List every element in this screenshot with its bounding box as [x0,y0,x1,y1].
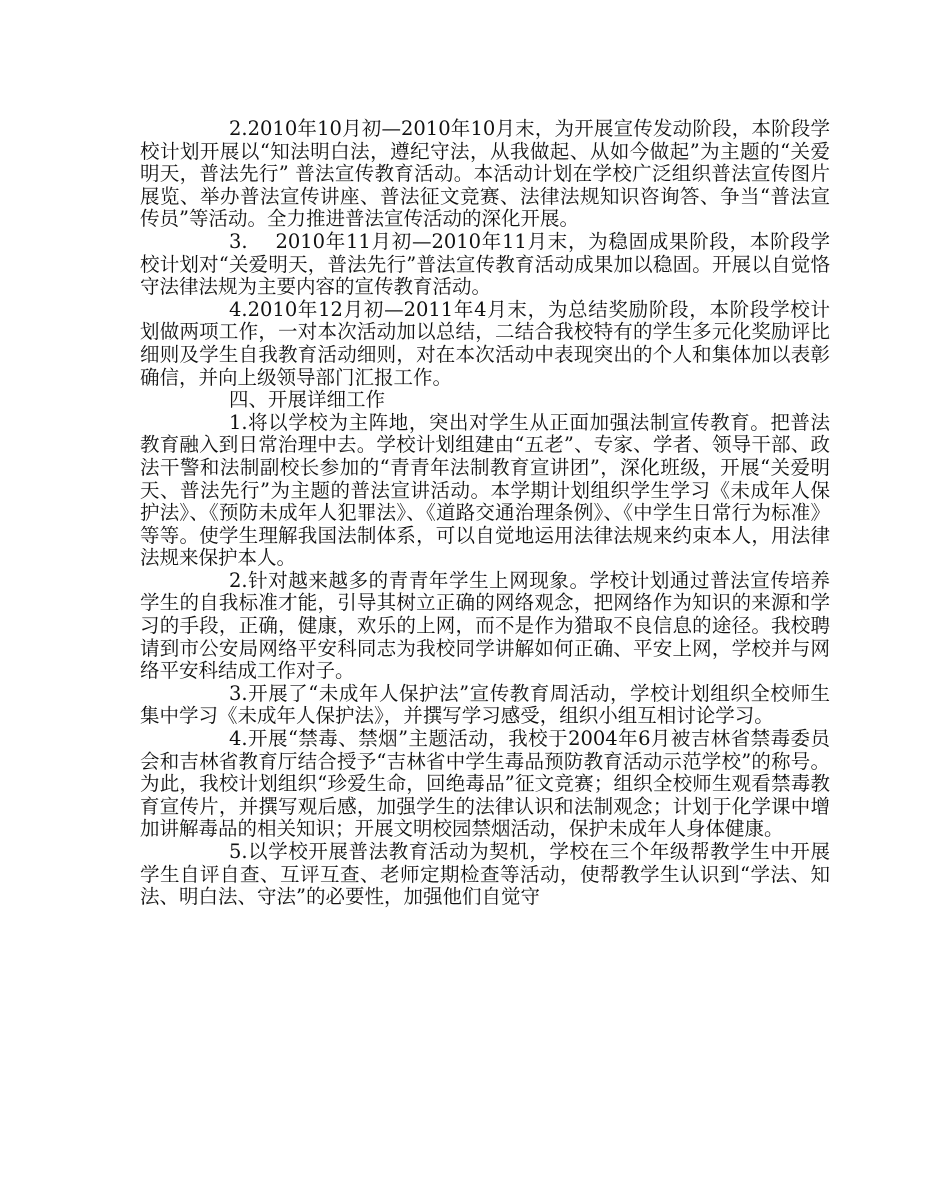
paragraph-work-2: 2.针对越来越多的青青年学生上网现象。学校计划通过普法宣传培养学生的自我标准才能，引导其树立正确的网络观念，把网络作为知识的来源和学习的手段，正确，健康，欢乐的上网，而不是作为猎取不良信息的途径。我校聘请到市公安局网络平安科同志为我校同学讲解如何正确、平安上网，学校并与网络平安科结成工作对子。 [140,568,830,683]
paragraph-work-3: 3.开展了“未成年人保护法”宣传教育周活动，学校计划组织全校师生集中学习《未成年人保护法》，并撰写学习感受，组织小组互相讨论学习。 [140,681,830,728]
paragraph-work-1: 1.将以学校为主阵地，突出对学生从正面加强法制宣传教育。把普法教育融入到日常治理中去。学校计划组建由“五老”、专家、学者、领导干部、政法干警和法制副校长参加的“青青年法制教育宣讲团”，深化班级，开展“关爱明天、普法先行”为主题的普法宣讲活动。本学期计划组织学生学习《未成年人保护法》、《预防未成年人犯罪法》、《道路交通治理条例》、《中学生日常行为标准》等等。使学生理解我国法制体系，可以自觉地运用法律法规来约束本人，用法律法规来保护本人。 [140,410,830,570]
section-heading-work: 四、开展详细工作 [229,388,386,412]
paragraph-stage-3: 3. 2010年11月初—2010年11月末，为稳固成果阶段，本阶段学校计划对“关爱明天，普法先行”普法宣传教育活动成果加以稳固。开展以自觉恪守法律法规为主要内容的宣传教育活动。 [140,229,830,299]
document-body [140,118,830,909]
paragraph-work-4: 4.开展“禁毒、禁烟”主题活动，我校于2004年6月被吉林省禁毒委员会和吉林省教育厅结合授予“吉林省中学生毒品预防教育活动示范学校”的称号。为此，我校计划组织“珍爱生命，回绝毒品”征文竞赛；组织全校师生观看禁毒教育宣传片，并撰写观后感，加强学生的法律认识和法制观念；计划于化学课中增加讲解毒品的相关知识；开展文明校园禁烟活动，保护未成年人身体健康。 [140,727,830,841]
paragraph-stage-2: 2.2010年10月初—2010年10月末，为开展宣传发动阶段，本阶段学校计划开展以“知法明白法，遵纪守法，从我做起、从如今做起”为主题的“关爱明天，普法先行” 普法宣传教育活动。本活动计划在学校广泛组织普法宣传图片展览、举办普法宣传讲座、普法征文竞赛、法律法规知识咨询答、争当“普法宣传员”等活动。全力推进普法宣传活动的深化开展。 [140,117,830,231]
paragraph-work-5: 5.以学校开展普法教育活动为契机，学校在三个年级帮教学生中开展学生自评自查、互评互查、老师定期检查等活动，使帮教学生认识到“学法、知法、明白法、守法”的必要性，加强他们自觉守 [140,840,830,909]
paragraph-stage-4: 4.2010年12月初—2011年4月末，为总结奖励阶段，本阶段学校计划做两项工作，一对本次活动加以总结，二结合我校特有的学生多元化奖励评比细则及学生自我教育活动细则，对在本次活动中表现突出的个人和集体加以表彰确信，并向上级领导部门汇报工作。 [140,297,830,389]
